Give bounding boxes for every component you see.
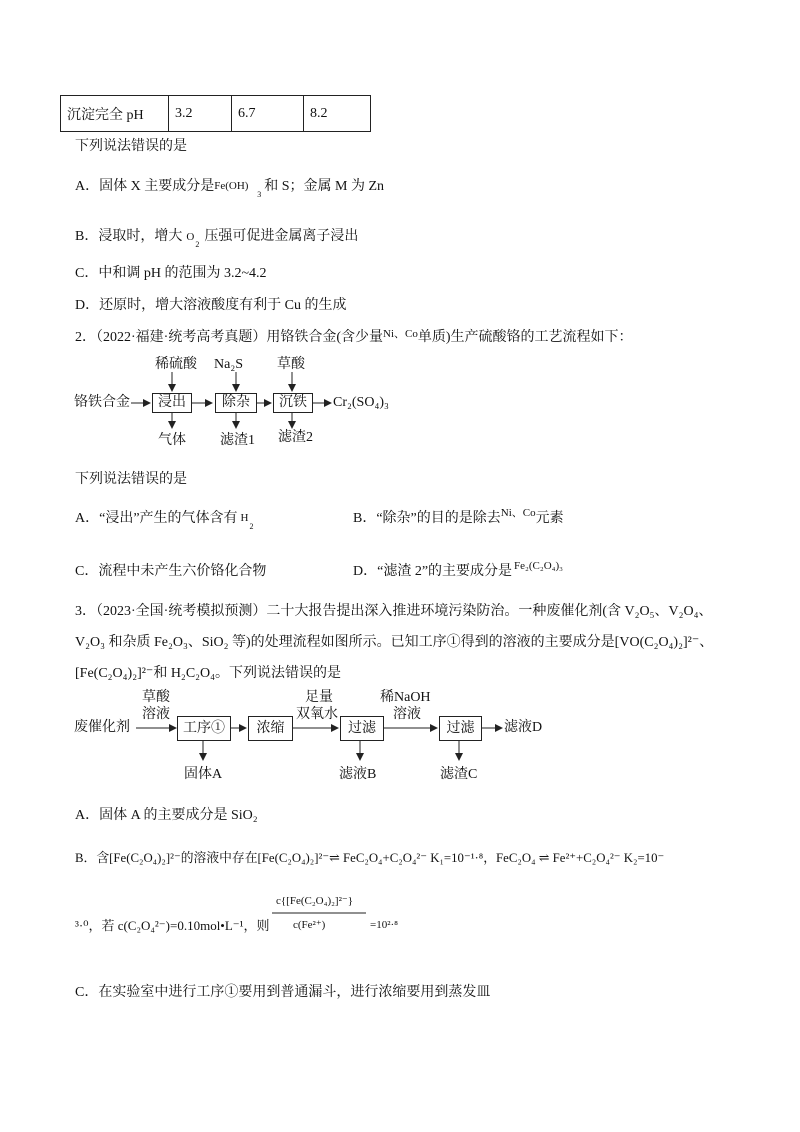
- q1-option-a-text: A．固体 X 主要成分是: [75, 179, 215, 194]
- q3-stem-line2: V₂O₃ 和杂质 Fe₂O₃、SiO₂ 等)的处理流程如图所示。已知工序①得到的溶液的主要成分是[VO(C₂O₄)₂]²⁻、: [75, 635, 714, 650]
- table-row-label: 沉淀完全 pH: [61, 96, 169, 132]
- table-cell: 8.2: [304, 96, 371, 132]
- q1-option-c: C．中和调 pH 的范围为 3.2~4.2: [75, 266, 267, 281]
- q2-stem-text-end: 单质)生产硫酸铬的工艺流程如下：: [417, 330, 633, 345]
- flow-product: Cr₂(SO₄)₃: [333, 395, 389, 410]
- flow-output: 滤渣2: [278, 430, 313, 445]
- q1-stem: 下列说法错误的是: [75, 139, 187, 154]
- q2-option-d-text: D．“滤渣 2”的主要成分是: [353, 564, 513, 579]
- flow-reagent: 双氧水: [296, 707, 338, 722]
- flow-output: 气体: [158, 433, 186, 448]
- flow-reagent: 草酸: [277, 357, 305, 372]
- q2-stem-2: 下列说法错误的是: [75, 472, 187, 487]
- q3-option-c: C．在实验室中进行工序①要用到普通漏斗，进行浓缩要用到蒸发皿: [75, 985, 491, 1000]
- q2-option-b: [353, 509, 564, 529]
- q2-option-a: [75, 509, 256, 529]
- flow-step-box: 过滤: [340, 716, 384, 741]
- flow-output: 固体A: [184, 767, 223, 782]
- flow-step-box: 浸出: [152, 393, 192, 413]
- q1-option-b-formula-sub: 2: [195, 240, 200, 249]
- q3-option-b-fraction-denominator: c(Fe²⁺): [293, 919, 326, 931]
- q3-option-b-line1: B．含[Fe(C₂O₄)₂]²⁻的溶液中存在[Fe(C₂O₄)₂]²⁻⇌ FeC₂O₄+C₂O₄²⁻ K₁=10⁻¹·⁸，FeC₂O₄ ⇌ Fe²⁺+C₂O₄²⁻ K₂=10⁻: [75, 851, 665, 865]
- table-cell: 6.7: [232, 96, 304, 132]
- flow-step-box: 工序①: [177, 716, 231, 741]
- q2-option-c: C．流程中未产生六价铬化合物: [75, 564, 267, 579]
- flow-start: 废催化剂: [74, 720, 130, 735]
- flow-step-box: 除杂: [215, 393, 257, 413]
- q2-stem-elements: Ni、Co: [383, 328, 418, 340]
- q2-option-b-text: B．“除杂”的目的是除去: [353, 511, 501, 526]
- q2-option-a-formula: H: [240, 512, 249, 524]
- flow-reagent: 溶液: [142, 707, 170, 722]
- flow-output: 滤渣C: [440, 767, 478, 782]
- q2-option-b-formula: Ni、Co: [500, 507, 536, 519]
- q1-option-a-formula-sub: 3: [257, 190, 262, 199]
- q1-option-b-rest: 压强可促进金属离子浸出: [204, 229, 359, 244]
- flow-start: 铬铁合金: [74, 395, 130, 410]
- flow-product: 滤液D: [504, 720, 543, 735]
- flow-output: 滤渣1: [220, 433, 255, 448]
- q3-option-a: A．固体 A 的主要成分是 SiO₂: [75, 808, 258, 823]
- q2-stem-text: 2．（2022·福建·统考高考真题）用铬铁合金(含少量: [75, 330, 383, 345]
- q1-option-d: D．还原时，增大溶液酸度有利于 Cu 的生成: [75, 298, 347, 313]
- flow-step-box: 沉铁: [273, 393, 313, 413]
- q1-option-b-text: B．浸取时，增大: [75, 229, 183, 244]
- q3-stem-line1: 3．（2023·全国·统考模拟预测）二十大报告提出深入推进环境污染防治。一种废催化剂(含 V₂O₅、V₂O₄、: [75, 604, 713, 619]
- flow-reagent: 溶液: [393, 707, 421, 722]
- flow-step-box: 浓缩: [248, 716, 293, 741]
- flow-reagent: 稀硫酸: [155, 357, 197, 372]
- flow-reagent: Na₂S: [214, 357, 243, 372]
- q3-option-b-result: =10²·⁸: [370, 919, 398, 931]
- flow-step-box: 过滤: [439, 716, 482, 741]
- q1-option-b-formula: O: [186, 231, 195, 243]
- flow-reagent: 稀NaOH: [380, 690, 431, 705]
- q2-option-d-formula: Fe₂(C₂O₄)₃: [514, 560, 563, 572]
- q3-option-b-fraction-numerator: c{[Fe(C₂O₄)₂]²⁻}: [276, 895, 353, 907]
- table-cell: 3.2: [169, 96, 232, 132]
- flow-reagent: 足量: [305, 690, 333, 705]
- q3-stem-line3: [Fe(C₂O₄)₂]²⁻和 H₂C₂O₄。下列说法错误的是: [75, 666, 342, 681]
- flow-reagent: 草酸: [142, 690, 170, 705]
- q1-option-a-rest: 和 S；金属 M 为 Zn: [264, 179, 385, 194]
- flow-output: 滤液B: [339, 767, 377, 782]
- q1-option-a-formula: Fe(OH): [214, 180, 249, 192]
- q2-option-a-text: A．“浸出”产生的气体含有: [75, 511, 238, 526]
- q2-option-d: [353, 562, 563, 582]
- q2-option-b-rest: 元素: [535, 511, 564, 526]
- q3-option-b-line2: ³·⁰，若 c(C₂O₄²⁻)=0.10mol•L⁻¹，则: [75, 918, 270, 933]
- q2-option-a-formula-sub: 2: [249, 522, 254, 531]
